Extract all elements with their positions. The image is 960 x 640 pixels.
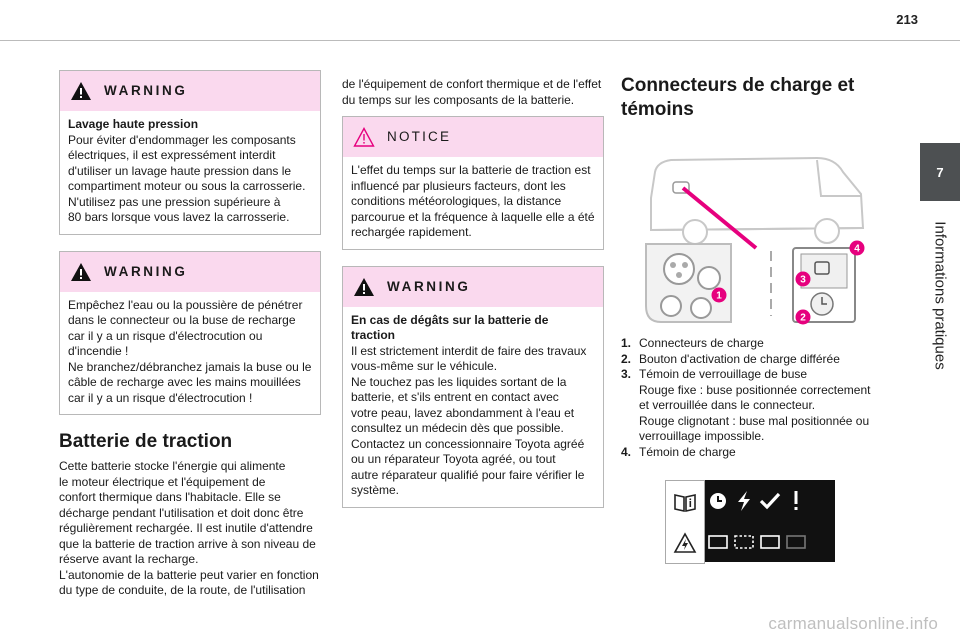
legend-list	[621, 336, 879, 460]
warning-heading: Lavage haute pression	[68, 117, 199, 131]
legend-text: Témoin de charge	[639, 444, 736, 459]
warning-triangle-icon	[353, 277, 375, 297]
callout-4-label: 4	[854, 243, 860, 255]
warning-box-battery-damage	[342, 266, 604, 508]
van-icon	[651, 158, 863, 244]
notice-text: L'effet du temps sur la batterie de traction est influencé par plusieurs facteurs, dont les conditions météorologiques, la distance parcourue et la fréquence à laquelle elle a été rechargée rapidement.	[351, 163, 595, 239]
notice-title: NOTICE	[387, 129, 452, 145]
legend-item	[621, 336, 879, 352]
legend-text: Témoin de verrouillage de buse Rouge fixe : buse positionnée correctement et verrouillée dans le connecteur. Rouge clignotant : buse mal positionnée ou verrouillage impossible.	[639, 367, 871, 443]
indicator-light-solid-icon	[759, 534, 781, 550]
callout-4	[850, 241, 865, 256]
section-title-battery: Batterie de traction	[59, 431, 233, 452]
warning-header	[343, 267, 603, 307]
warning-body	[60, 292, 320, 407]
warning-text: Pour éviter d'endommager les composants électriques, il est expressément interdit d'utiliser un lavage haute pression dans le compartiment moteur ou sous la carrosserie. N'utilisez pas une pression supérieure à 80 bars lorsque vous lavez la carrosserie.	[68, 132, 306, 224]
callout-1	[712, 288, 727, 303]
warning-body	[343, 307, 603, 499]
charging-connector-icon	[646, 244, 731, 322]
callout-1-label: 1	[716, 290, 722, 302]
column-3	[621, 74, 879, 562]
van-charging-port-illustration	[621, 136, 879, 326]
checkmark-icon	[759, 491, 781, 511]
electric-warning-icon	[673, 532, 697, 554]
page-number: 213	[896, 12, 918, 27]
warning-title: WARNING	[104, 83, 188, 99]
status-icons-grid	[705, 480, 835, 562]
warning-body	[60, 111, 320, 226]
legend-item	[621, 352, 879, 368]
chapter-tab: 7	[920, 143, 960, 201]
section-title-connectors: Connecteurs de charge et témoins	[621, 75, 855, 120]
warning-heading: En cas de dégâts sur la batterie de traction	[351, 312, 549, 342]
footer-watermark: carmanualsonline.info	[768, 614, 938, 633]
notice-body	[343, 157, 603, 241]
legend-item	[621, 367, 879, 445]
legend-number: 1.	[621, 336, 632, 350]
indicator-light-solid-icon	[707, 534, 729, 550]
legend-number: 4.	[621, 444, 632, 459]
legend-text: Bouton d'activation de charge différée	[639, 351, 840, 366]
callout-2-label: 2	[800, 312, 806, 324]
column-2	[342, 77, 604, 524]
warning-header	[60, 71, 320, 111]
continuation-text: de l'équipement de confort thermique et de l'effet du temps sur les composants de la batterie.	[342, 77, 602, 107]
legend-item	[621, 445, 879, 461]
warning-title: WARNING	[387, 278, 471, 294]
legend-text: Connecteurs de charge	[639, 336, 764, 350]
lightning-icon	[734, 490, 754, 512]
clock-icon	[708, 491, 728, 511]
legend-number: 3.	[621, 367, 632, 381]
notice-header	[343, 117, 603, 157]
info-icons-column	[665, 480, 705, 564]
warning-header	[60, 252, 320, 292]
indicator-icons-panel	[665, 480, 835, 562]
callout-3	[796, 272, 811, 287]
charging-illustration	[621, 136, 879, 326]
callout-3-label: 3	[800, 274, 806, 286]
warning-text: Empêchez l'eau ou la poussière de pénétrer dans le connecteur ou la buse de recharge car il y a un risque d'électrocution ou d'incendie ! Ne branchez/débranchez jamais la buse ou le câble de recharge avec les mains mouillées car il y a un risque d'électrocution !	[68, 297, 312, 405]
warning-triangle-icon	[70, 81, 92, 101]
notice-triangle-icon	[353, 127, 375, 147]
manual-info-icon	[673, 491, 697, 513]
warning-box-high-pressure	[59, 70, 321, 235]
warning-text: Il est strictement interdit de faire des travaux vous-même sur le véhicule. Ne touchez pas les liquides sortant de la batterie, et s'ils entrent en contact avec votre peau, lavez abondamment à l'eau et consultez un médecin dès que possible. Contactez un concessionnaire Toyota agréé ou un réparateur Toyota agréé, ou tout autre réparateur qualifié pour faire vérifier le système.	[351, 343, 587, 497]
exclamation-icon	[791, 490, 801, 512]
indicator-light-dashed-icon	[733, 534, 755, 550]
warning-box-water-dust	[59, 251, 321, 416]
warning-title: WARNING	[104, 263, 188, 279]
warning-triangle-icon	[70, 262, 92, 282]
chapter-title: Informations pratiques	[931, 220, 949, 370]
callout-2	[796, 310, 811, 325]
header-rule	[0, 40, 960, 41]
notice-box	[342, 116, 604, 250]
indicator-light-off-icon	[785, 534, 807, 550]
chapter-title-vertical	[920, 205, 960, 385]
section-text-battery: Cette batterie stocke l'énergie qui alimente le moteur électrique et l'équipement de confort thermique dans l'habitacle. Elle se décharge pendant l'utilisation et doit donc être régulièrement rechargée. Il est inutile d'attendre que la batterie de traction arrive à son niveau de réserve avant la recharge. L'autonomie de la batterie peut varier en fonction du type de conduite, de la route, de l'utilisation	[59, 459, 319, 597]
column-1	[59, 70, 321, 599]
legend-number: 2.	[621, 351, 632, 366]
